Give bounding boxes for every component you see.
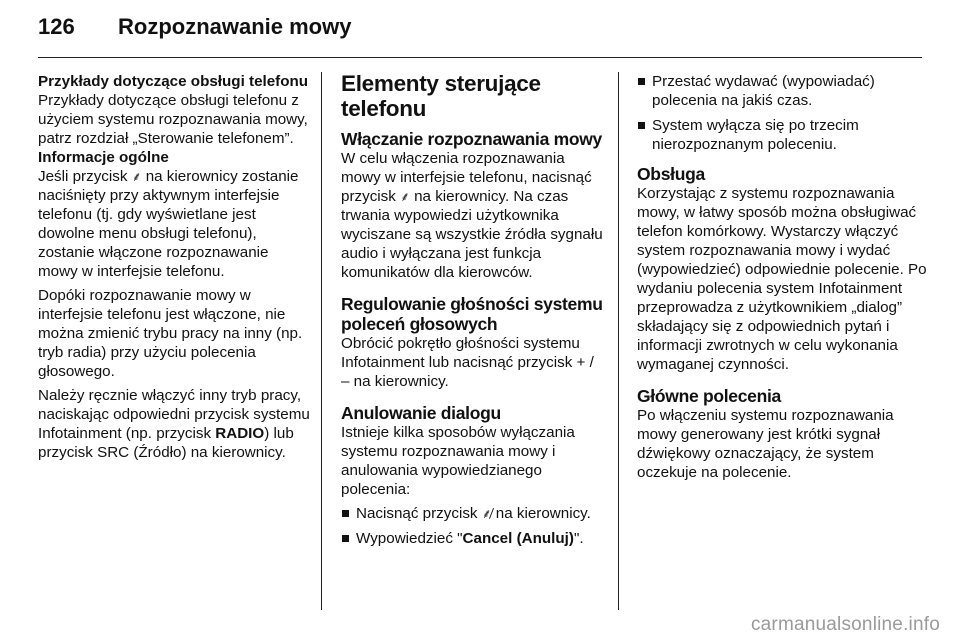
paragraph-main-commands: Po włączeniu systemu rozpoznawania mowy generowany jest krótki sygnał dźwiękowy oznaczający, że system oczekuje na polecenie. (637, 407, 894, 481)
column-divider-1 (321, 72, 322, 610)
watermark: carmanualsonline.info (750, 614, 940, 635)
heading-enable-recognition: Włączanie rozpoznawania mowy (341, 129, 602, 149)
paragraph-general-info (38, 167, 310, 281)
text-segment: Wypowiedzieć " (356, 530, 463, 547)
heading-main-commands: Główne polecenia (637, 386, 781, 406)
paragraph-manual-mode (38, 386, 310, 462)
text-segment: na kierownicy. Na czas trwania wypowiedzi użytkownika wyciszane są wszystkie źródła sygnału audio i wyłączana jest funkcja komunikatów dla kierowców. (341, 188, 603, 281)
page-number: 126 (38, 14, 75, 39)
column-2 (341, 72, 605, 554)
text-segment: Nacisnąć przycisk (356, 505, 478, 522)
cancel-options-list-continued (637, 72, 927, 154)
radio-button-label: RADIO (215, 425, 265, 442)
paragraph-phone-examples: Przykłady dotyczące obsługi telefonu z użyciem systemu rozpoznawania mowy, patrz rozdział „Sterowanie telefonem”. (38, 92, 308, 147)
running-title: Rozpoznawanie mowy (118, 14, 352, 39)
text-segment: ". (573, 530, 584, 547)
list-item: System wyłącza się po trzecim nierozpoznanym poleceniu. (637, 116, 927, 154)
text-segment: ) lub przycisk SRC (Źródło) na kierownicy. (38, 425, 294, 461)
paragraph-enable-recognition (341, 149, 605, 282)
text-segment: na kierownicy. (495, 505, 591, 522)
text-segment: Jeśli przycisk (38, 168, 128, 185)
heading-general-info: Informacje ogólne (38, 149, 169, 166)
list-item: Przestać wydawać (wypowiadać) polecenia na jakiś czas. (637, 72, 927, 110)
text-segment: na kierownicy zostanie naciśnięty przy aktywnym interfejsie telefonu (tj. gdy wyświetlane jest dowolne menu obsługi telefonu), zostanie włączone rozpoznawanie mowy w interfejsie telefonu. (38, 168, 299, 280)
column-divider-2 (618, 72, 619, 610)
paragraph-operation: Korzystając z systemu rozpoznawania mowy, w łatwy sposób można obsługiwać telefon komórkowy. Wystarczy włączyć system rozpoznawania mowy i wydać (wypowiedzieć) odpowiednie polecenie. Po wydaniu polecenia system Infotainment przeprowadza z użytkownikiem „dialog” składający się z odpowiednich pytań i informacji zwrotnych w celu wykonania wymaganej czynności. (637, 185, 927, 373)
voice-button-icon: ⸙ (131, 169, 142, 184)
heading-cancel-dialog: Anulowanie dialogu (341, 403, 501, 423)
text-segment: W celu włączenia rozpoznawania mowy w interfejsie telefonu, nacisnąć przycisk (341, 150, 592, 205)
header-rule (38, 57, 922, 58)
heading-phone-examples: Przykłady dotyczące obsługi telefonu (38, 73, 309, 90)
text-segment: Należy ręcznie włączyć inny tryb pracy, naciskając odpowiedni przycisk systemu Infotainment (np. przycisk (38, 387, 310, 442)
paragraph-volume: Obrócić pokrętło głośności systemu Infotainment lub nacisnąć przycisk + / – na kierownicy. (341, 335, 594, 390)
cancel-command-label: Cancel (Anuluj) (462, 530, 574, 547)
list-item (341, 529, 605, 548)
paragraph-cancel-dialog: Istnieje kilka sposobów wyłączania systemu rozpoznawania mowy i anulowania wypowiedzianego polecenia: (341, 424, 575, 498)
column-1 (38, 72, 310, 462)
paragraph-mode-change: Dopóki rozpoznawanie mowy w interfejsie telefonu jest włączone, nie można zmienić trybu pracy na inny (np. tryb radia) przy użyciu polecenia głosowego. (38, 287, 303, 380)
column-3 (637, 72, 927, 482)
section-title-phone-controls: Elementy sterujące telefonu (341, 71, 541, 121)
heading-operation: Obsługa (637, 164, 705, 184)
voice-off-icon: ⸙̸ (481, 506, 492, 521)
list-item (341, 504, 605, 523)
cancel-options-list (341, 504, 605, 548)
heading-volume: Regulowanie głośności systemu poleceń głosowych (341, 294, 603, 334)
voice-button-icon: ⸙ (400, 189, 410, 204)
